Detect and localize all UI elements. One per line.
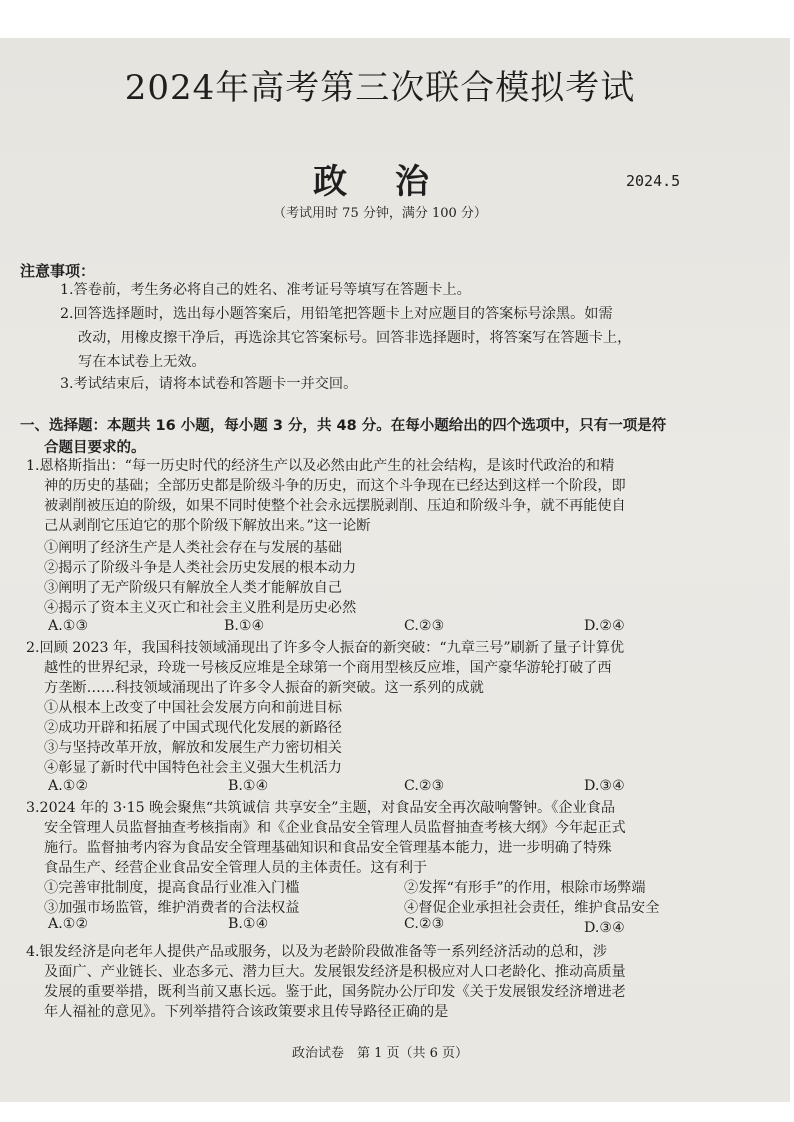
q3-option-b: B.①④ bbox=[228, 916, 269, 932]
q3-statement-3: ③加强市场监管，维护消费者的合法权益 bbox=[44, 900, 300, 916]
exam-duration-info: （考试用时 75 分钟，满分 100 分） bbox=[273, 206, 487, 221]
q1-option-d: D.②④ bbox=[584, 618, 625, 634]
q3-statement-4: ④督促企业承担社会责任，维护食品安全 bbox=[404, 900, 660, 916]
q1-statement-2: ②揭示了阶级斗争是人类社会历史发展的根本动力 bbox=[44, 560, 357, 576]
q2-option-a: A.①② bbox=[48, 778, 89, 794]
q3-option-d: D.③④ bbox=[584, 920, 625, 936]
exam-title: 2024年高考第三次联合模拟考试 bbox=[124, 68, 636, 108]
q3-line-2: 安全管理人员监督抽查考核指南》和《企业食品安全管理人员监督抽查考核大纲》今年起正式 bbox=[44, 820, 626, 836]
q3-line-1: 3.2024 年的 3·15 晚会聚焦“共筑诚信 共享安全”主题，对食品安全再次敲响警钟。《企业食品 bbox=[26, 800, 616, 816]
q3-line-3: 施行。监督抽考内容为食品安全管理基础知识和食品安全管理基本能力，进一步明确了特殊 bbox=[44, 840, 612, 856]
notice-item-2-cont: 改动，用橡皮擦干净后，再选涂其它答案标号。回答非选择题时，将答案写在答题卡上， bbox=[78, 330, 632, 346]
q2-option-c: C.②③ bbox=[404, 778, 445, 794]
q3-statement-2: ②发挥“有形手”的作用，根除市场弊端 bbox=[404, 880, 646, 896]
q4-line-3: 发展的重要举措，既利当前又惠长远。鉴于此，国务院办公厅印发《关于发展银发经济增进老 bbox=[44, 984, 626, 1000]
q1-option-a: A.①③ bbox=[48, 618, 89, 634]
q1-line-4: 己从剥削它压迫它的那个阶级下解放出来。”这一论断 bbox=[44, 518, 371, 534]
subject-title: 政 治 bbox=[313, 162, 447, 202]
q1-option-c: C.②③ bbox=[404, 618, 445, 634]
q2-line-3: 方垄断……科技领域涌现出了许多令人振奋的新突破。这一系列的成就 bbox=[44, 680, 484, 696]
q1-statement-1: ①阐明了经济生产是人类社会存在与发展的基础 bbox=[44, 540, 342, 556]
q1-line-1: 1.恩格斯指出：“每一历史时代的经济生产以及必然由此产生的社会结构，是该时代政治的和精 bbox=[26, 458, 615, 474]
q1-statement-3: ③阐明了无产阶级只有解放全人类才能解放自己 bbox=[44, 580, 342, 596]
q2-line-2: 越性的世界纪录，玲珑一号核反应堆是全球第一个商用型核反应堆，国产豪华游轮打破了西 bbox=[44, 660, 612, 676]
section-heading: 一、选择题：本题共 16 小题，每小题 3 分，共 48 分。在每小题给出的四个选项中，只有一项是符 bbox=[20, 418, 667, 434]
notice-item-3: 3.考试结束后，请将本试卷和答题卡一并交回。 bbox=[60, 376, 358, 392]
q1-line-3: 被剥削被压迫的阶级，如果不同时使整个社会永远摆脱剥削、压迫和阶级斗争，就不再能使自 bbox=[44, 498, 626, 514]
q2-statement-1: ①从根本上改变了中国社会发展方向和前进目标 bbox=[44, 700, 342, 716]
q2-statement-3: ③与坚持改革开放，解放和发展生产力密切相关 bbox=[44, 740, 342, 756]
notice-item-2-cont2: 写在本试卷上无效。 bbox=[78, 354, 206, 370]
q2-statement-4: ④彰显了新时代中国特色社会主义强大生机活力 bbox=[44, 760, 342, 776]
q3-option-a: A.①② bbox=[48, 916, 89, 932]
q4-line-4: 年人福祉的意见》。下列举措符合该政策要求且传导路径正确的是 bbox=[44, 1004, 449, 1020]
q2-line-1: 2.回顾 2023 年，我国科技领域涌现出了许多令人振奋的新突破：“九章三号”刷新了量子计算优 bbox=[26, 640, 625, 656]
q1-option-b: B.①④ bbox=[224, 618, 265, 634]
q1-statement-4: ④揭示了资本主义灭亡和社会主义胜利是历史必然 bbox=[44, 600, 357, 616]
q1-line-2: 神的历史的基础；全部历史都是阶级斗争的历史，而这个斗争现在已经达到这样一个阶段，即 bbox=[44, 478, 626, 494]
exam-paper bbox=[0, 38, 790, 1102]
q4-line-1: 4.银发经济是向老年人提供产品或服务，以及为老龄阶段做准备等一系列经济活动的总和，涉 bbox=[26, 944, 608, 960]
q3-line-4: 食品生产、经营企业食品安全管理人员的主体责任。这有利于 bbox=[44, 860, 428, 876]
exam-date: 2024.5 bbox=[626, 172, 681, 190]
q2-statement-2: ②成功开辟和拓展了中国式现代化发展的新路径 bbox=[44, 720, 342, 736]
q2-option-b: B.①④ bbox=[228, 778, 269, 794]
q2-option-d: D.③④ bbox=[584, 778, 625, 794]
notice-title: 注意事项： bbox=[20, 262, 96, 280]
notice-item-1: 1.答卷前，考生务必将自己的姓名、准考证号等填写在答题卡上。 bbox=[60, 282, 471, 298]
q3-option-c: C.②③ bbox=[404, 916, 445, 932]
page-footer: 政治试卷 第 1 页（共 6 页） bbox=[291, 1046, 469, 1061]
q4-line-2: 及面广、产业链长、业态多元、潜力巨大。发展银发经济是积极应对人口老龄化、推动高质量 bbox=[44, 964, 626, 980]
q3-statement-1: ①完善审批制度，提高食品行业准入门槛 bbox=[44, 880, 300, 896]
section-heading-cont: 合题目要求的。 bbox=[44, 440, 146, 456]
notice-item-2: 2.回答选择题时，选出每小题答案后，用铅笔把答题卡上对应题目的答案标号涂黑。如需 bbox=[60, 306, 613, 322]
